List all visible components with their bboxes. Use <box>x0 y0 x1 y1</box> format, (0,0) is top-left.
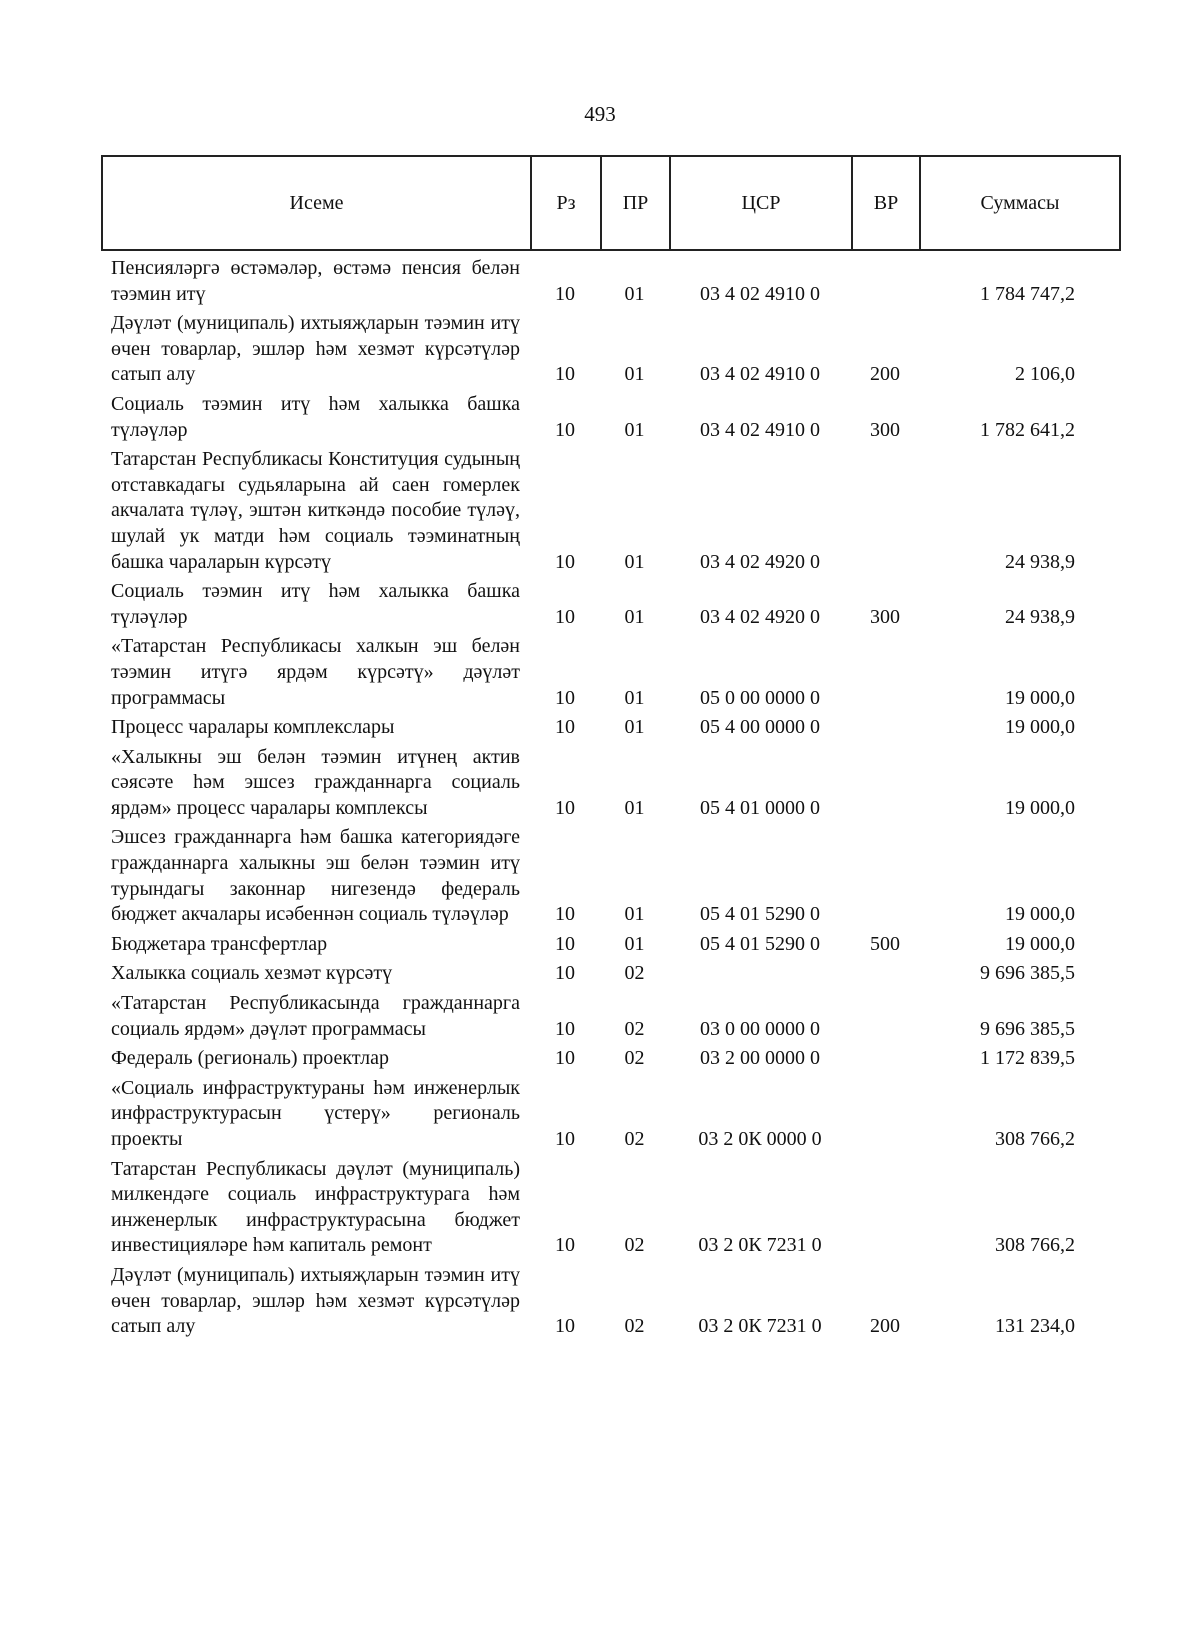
cell-sum: 1 784 747,2 <box>980 282 1075 305</box>
cell-pr: 01 <box>624 282 645 305</box>
cell-name: Халыкка социаль хезмәт күрсәтү <box>111 962 393 985</box>
table-row <box>101 825 1119 931</box>
cell-name: Пенсияләргә өстәмәләр, өстәмә пенсия белән тәэмин итү <box>111 257 520 305</box>
cell-rz: 10 <box>555 962 575 985</box>
cell-csr: 03 2 0К 7231 0 <box>698 1234 822 1257</box>
header-csr: ЦСР <box>670 156 852 250</box>
cell-vr: 200 <box>870 1315 900 1338</box>
cell-csr: 03 0 00 0000 0 <box>700 1017 820 1040</box>
cell-name: «Татарстан Республикасы халкын эш белән тәэмин итүгә ярдәм күрсәтү» дәүләт программасы <box>111 635 520 709</box>
cell-vr: 200 <box>870 363 900 386</box>
table-row <box>101 579 1119 634</box>
cell-pr: 01 <box>624 418 645 441</box>
cell-name: Процесс чаралары комплекслары <box>111 716 395 739</box>
cell-pr: 01 <box>624 605 645 628</box>
cell-vr <box>851 256 919 311</box>
cell-pr: 02 <box>624 1047 645 1070</box>
cell-rz: 10 <box>555 282 575 305</box>
cell-rz: 10 <box>555 932 575 955</box>
cell-csr: 05 4 00 0000 0 <box>700 716 820 739</box>
cell-rz: 10 <box>555 1234 575 1257</box>
cell-rz: 10 <box>555 1315 575 1338</box>
table-row <box>101 311 1119 392</box>
table-row <box>101 447 1119 579</box>
cell-pr: 01 <box>624 686 645 709</box>
cell-vr: 300 <box>870 418 900 441</box>
header-rz: Рз <box>531 156 601 250</box>
table-row <box>101 1157 1119 1263</box>
cell-sum: 308 766,2 <box>995 1234 1075 1257</box>
cell-csr: 05 4 01 0000 0 <box>700 796 820 819</box>
cell-name: Бюджетара трансфертлар <box>111 932 328 955</box>
cell-vr <box>851 634 919 715</box>
cell-vr <box>851 825 919 931</box>
cell-vr <box>851 961 919 991</box>
cell-pr: 01 <box>624 932 645 955</box>
cell-name: Социаль тәэмин итү һәм халыкка башка түләүләр <box>111 392 520 441</box>
cell-sum: 19 000,0 <box>1005 796 1075 819</box>
cell-csr: 05 4 01 5290 0 <box>700 932 820 955</box>
cell-vr <box>851 745 919 826</box>
cell-sum: 308 766,2 <box>995 1128 1075 1150</box>
cell-pr: 02 <box>624 1234 645 1257</box>
cell-csr <box>669 961 851 991</box>
cell-name: Эшсез гражданнарга һәм башка категориядәге гражданнарга халыкны эш белән тәэмин итү турындагы законнар нигезендә федераль бюджет акчалары исәбеннән социаль түләүләр <box>111 826 520 926</box>
cell-rz: 10 <box>555 1017 575 1040</box>
table-row <box>101 1263 1119 1344</box>
table-row <box>101 961 1119 991</box>
cell-vr <box>851 1076 919 1157</box>
budget-table <box>101 256 1119 1344</box>
cell-vr: 500 <box>870 932 900 955</box>
cell-rz: 10 <box>555 796 575 819</box>
cell-name: Федераль (региональ) проектлар <box>111 1047 389 1070</box>
cell-rz: 10 <box>555 716 575 739</box>
table-header <box>101 155 1121 251</box>
header-pr: ПР <box>601 156 670 250</box>
header-vr: ВР <box>852 156 920 250</box>
cell-pr: 01 <box>624 903 645 926</box>
cell-vr <box>851 715 919 745</box>
cell-rz: 10 <box>555 903 575 926</box>
header-name: Исеме <box>102 156 531 250</box>
table-row <box>101 634 1119 715</box>
cell-name: «Социаль инфраструктураны һәм инженерлык инфраструктурасын үстерү» региональ проекты <box>111 1076 520 1150</box>
cell-name: Дәүләт (муниципаль) ихтыяҗларын тәэмин итү өчен товарлар, эшләр һәм хезмәт күрсәтүләр сатып алу <box>111 312 520 386</box>
table-row <box>101 256 1119 311</box>
page-number: 493 <box>584 102 616 126</box>
cell-rz: 10 <box>555 1128 575 1150</box>
table-row <box>101 1046 1119 1076</box>
table-row <box>101 392 1119 447</box>
cell-rz: 10 <box>555 363 575 386</box>
table-row <box>101 932 1119 962</box>
cell-csr: 03 4 02 4910 0 <box>700 363 820 386</box>
cell-pr: 02 <box>624 1017 645 1040</box>
cell-pr: 02 <box>624 1128 645 1150</box>
cell-vr: 300 <box>870 605 900 628</box>
cell-rz: 10 <box>555 1047 575 1070</box>
cell-pr: 02 <box>624 1315 645 1338</box>
cell-name: Татарстан Республикасы дәүләт (муниципаль) милкендәге социаль инфраструктурага һәм инженерлык инфраструктурасына бюджет инвестицияләре һәм капиталь ремонт <box>111 1157 520 1257</box>
cell-name: Социаль тәэмин итү һәм халыкка башка түләүләр <box>111 580 520 628</box>
table-body <box>101 256 1119 1344</box>
header-sum: Суммасы <box>920 156 1120 250</box>
cell-csr: 03 4 02 4920 0 <box>700 550 820 573</box>
table-row <box>101 1076 1119 1157</box>
cell-sum: 1 782 641,2 <box>980 418 1075 441</box>
cell-vr <box>851 1157 919 1263</box>
cell-sum: 19 000,0 <box>1005 903 1075 926</box>
cell-name: Дәүләт (муниципаль) ихтыяҗларын тәэмин итү өчен товарлар, эшләр һәм хезмәт күрсәтүләр сатып алу <box>111 1263 520 1338</box>
cell-csr: 03 2 0К 0000 0 <box>698 1128 822 1150</box>
cell-sum: 24 938,9 <box>1005 605 1075 628</box>
cell-csr: 03 2 00 0000 0 <box>700 1047 820 1070</box>
cell-vr <box>851 991 919 1046</box>
cell-rz: 10 <box>555 605 575 628</box>
table-row <box>101 991 1119 1046</box>
cell-rz: 10 <box>555 686 575 709</box>
cell-csr: 03 4 02 4910 0 <box>700 282 820 305</box>
cell-name: Татарстан Республикасы Конституция судының отставкадагы судьяларына ай саен гомерлек акчалата түләү, эштән киткәндә пособие түләү, шулай ук матди һәм социаль тәэминатның башка чараларын күрсәтү <box>111 448 520 573</box>
cell-pr: 01 <box>624 716 645 739</box>
cell-csr: 05 4 01 5290 0 <box>700 903 820 926</box>
cell-rz: 10 <box>555 418 575 441</box>
cell-pr: 01 <box>624 796 645 819</box>
cell-pr: 01 <box>624 363 645 386</box>
cell-sum: 19 000,0 <box>1005 686 1075 709</box>
cell-csr: 03 4 02 4920 0 <box>700 605 820 628</box>
cell-pr: 02 <box>624 962 645 985</box>
cell-vr <box>851 1046 919 1076</box>
cell-name: «Татарстан Республикасында гражданнарга социаль ярдәм» дәүләт программасы <box>111 992 520 1040</box>
table-row <box>101 715 1119 745</box>
cell-sum: 19 000,0 <box>1005 932 1075 955</box>
cell-sum: 9 696 385,5 <box>980 962 1075 985</box>
cell-csr: 03 4 02 4910 0 <box>700 418 820 441</box>
cell-csr: 03 2 0К 7231 0 <box>698 1315 822 1338</box>
cell-sum: 19 000,0 <box>1005 716 1075 739</box>
cell-sum: 1 172 839,5 <box>980 1047 1075 1070</box>
cell-sum: 24 938,9 <box>1005 550 1075 573</box>
cell-sum: 2 106,0 <box>1015 363 1075 386</box>
cell-csr: 05 0 00 0000 0 <box>700 686 820 709</box>
cell-sum: 9 696 385,5 <box>980 1017 1075 1040</box>
cell-vr <box>851 447 919 579</box>
cell-rz: 10 <box>555 550 575 573</box>
cell-name: «Халыкны эш белән тәэмин итүнең актив сәясәте һәм эшсез гражданнарга социаль ярдәм» процесс чаралары комплексы <box>111 745 520 819</box>
cell-pr: 01 <box>624 550 645 573</box>
table-row <box>101 745 1119 826</box>
cell-sum: 131 234,0 <box>995 1315 1075 1338</box>
